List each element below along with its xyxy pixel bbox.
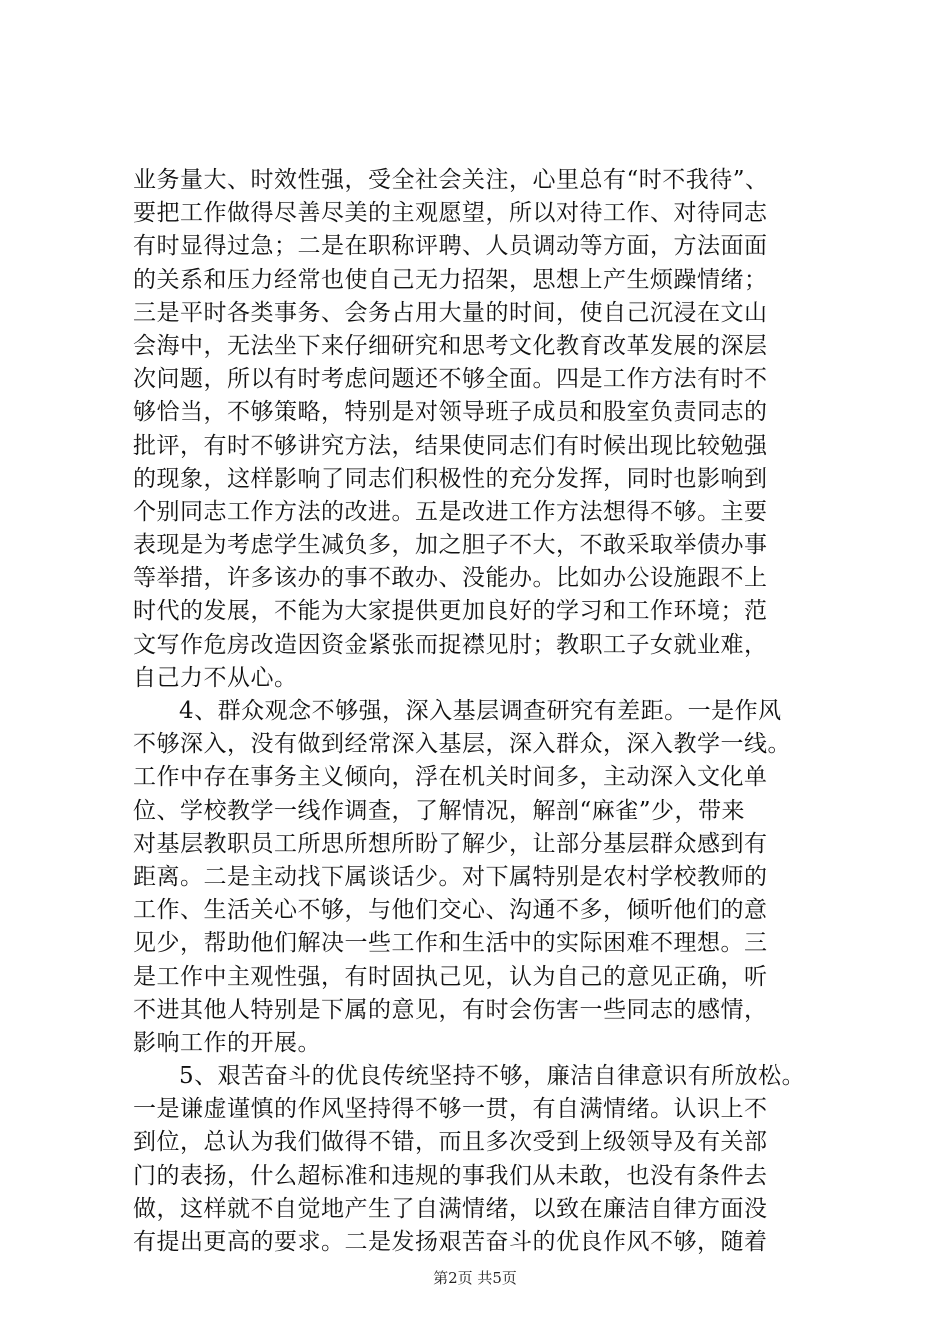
page-number-footer: 第2页 共5页 — [433, 1269, 517, 1287]
text-line: 有提出更高的要求。二是发扬艰苦奋斗的优良作风不够，随着 — [133, 1229, 768, 1255]
text-line: 见少，帮助他们解决一些工作和生活中的实际困难不理想。三 — [133, 930, 768, 957]
paragraph-start-line: 5、艰苦奋斗的优良传统坚持不够，廉洁自律意识有所放松。 — [179, 1063, 806, 1090]
document-body — [133, 164, 833, 1259]
text-line: 位、学校教学一线作调查，了解情况，解剖“麻雀”少，带来 — [133, 797, 746, 824]
text-line: 不够深入，没有做到经常深入基层，深入群众，深入教学一线。 — [133, 731, 791, 758]
text-line: 一是谦虚谨慎的作风坚持得不够一贯，有自满情绪。认识上不 — [133, 1096, 768, 1123]
text-line: 表现是为考虑学生减负多，加之胆子不大，不敢采取举债办事 — [133, 532, 768, 559]
text-line: 够恰当，不够策略，特别是对领导班子成员和股室负责同志的 — [133, 399, 768, 426]
text-line: 等举措，许多该办的事不敢办、没能办。比如办公设施跟不上 — [133, 565, 768, 592]
text-line: 的关系和压力经常也使自己无力招架，思想上产生烦躁情绪； — [133, 266, 768, 293]
text-line: 时代的发展，不能为大家提供更加良好的学习和工作环境；范 — [133, 598, 768, 625]
text-line: 批评，有时不够讲究方法，结果使同志们有时候出现比较勉强 — [133, 432, 768, 459]
text-line: 对基层教职员工所思所想所盼了解少，让部分基层群众感到有 — [133, 830, 768, 857]
text-line: 三是平时各类事务、会务占用大量的时间，使自己沉浸在文山 — [133, 299, 768, 326]
text-line: 不进其他人特别是下属的意见，有时会伤害一些同志的感情， — [133, 996, 768, 1023]
text-line: 距离。二是主动找下属谈话少。对下属特别是农村学校教师的 — [133, 863, 768, 890]
text-line: 自己力不从心。 — [133, 664, 298, 691]
text-line: 个别同志工作方法的改进。五是改进工作方法想得不够。主要 — [133, 498, 768, 525]
text-line: 工作中存在事务主义倾向，浮在机关时间多，主动深入文化单 — [133, 764, 768, 791]
text-line: 影响工作的开展。 — [133, 1029, 321, 1056]
text-line: 文写作危房改造因资金紧张而捉襟见肘；教职工子女就业难， — [133, 631, 768, 658]
text-line: 工作、生活关心不够，与他们交心、沟通不多，倾听他们的意 — [133, 897, 768, 924]
text-line: 门的表扬，什么超标准和违规的事我们从未敢，也没有条件去 — [133, 1162, 768, 1189]
text-line: 的现象，这样影响了同志们积极性的充分发挥，同时也影响到 — [133, 465, 768, 492]
text-line: 业务量大、时效性强，受全社会关注，心里总有“时不我待”、 — [133, 167, 769, 193]
text-line: 做，这样就不自觉地产生了自满情绪，以致在廉洁自律方面没 — [133, 1195, 768, 1222]
text-line: 要把工作做得尽善尽美的主观愿望，所以对待工作、对待同志 — [133, 200, 768, 227]
text-line: 是工作中主观性强，有时固执己见，认为自己的意见正确，听 — [133, 963, 768, 990]
paragraph-start-line: 4、群众观念不够强，深入基层调查研究有差距。一是作风 — [179, 698, 782, 724]
text-line: 到位，总认为我们做得不错，而且多次受到上级领导及有关部 — [133, 1129, 768, 1156]
text-line: 次问题，所以有时考虑问题还不够全面。四是工作方法有时不 — [133, 366, 768, 393]
text-line: 有时显得过急；二是在职称评聘、人员调动等方面，方法面面 — [133, 233, 768, 260]
text-line: 会海中，无法坐下来仔细研究和思考文化教育改革发展的深层 — [133, 332, 768, 359]
